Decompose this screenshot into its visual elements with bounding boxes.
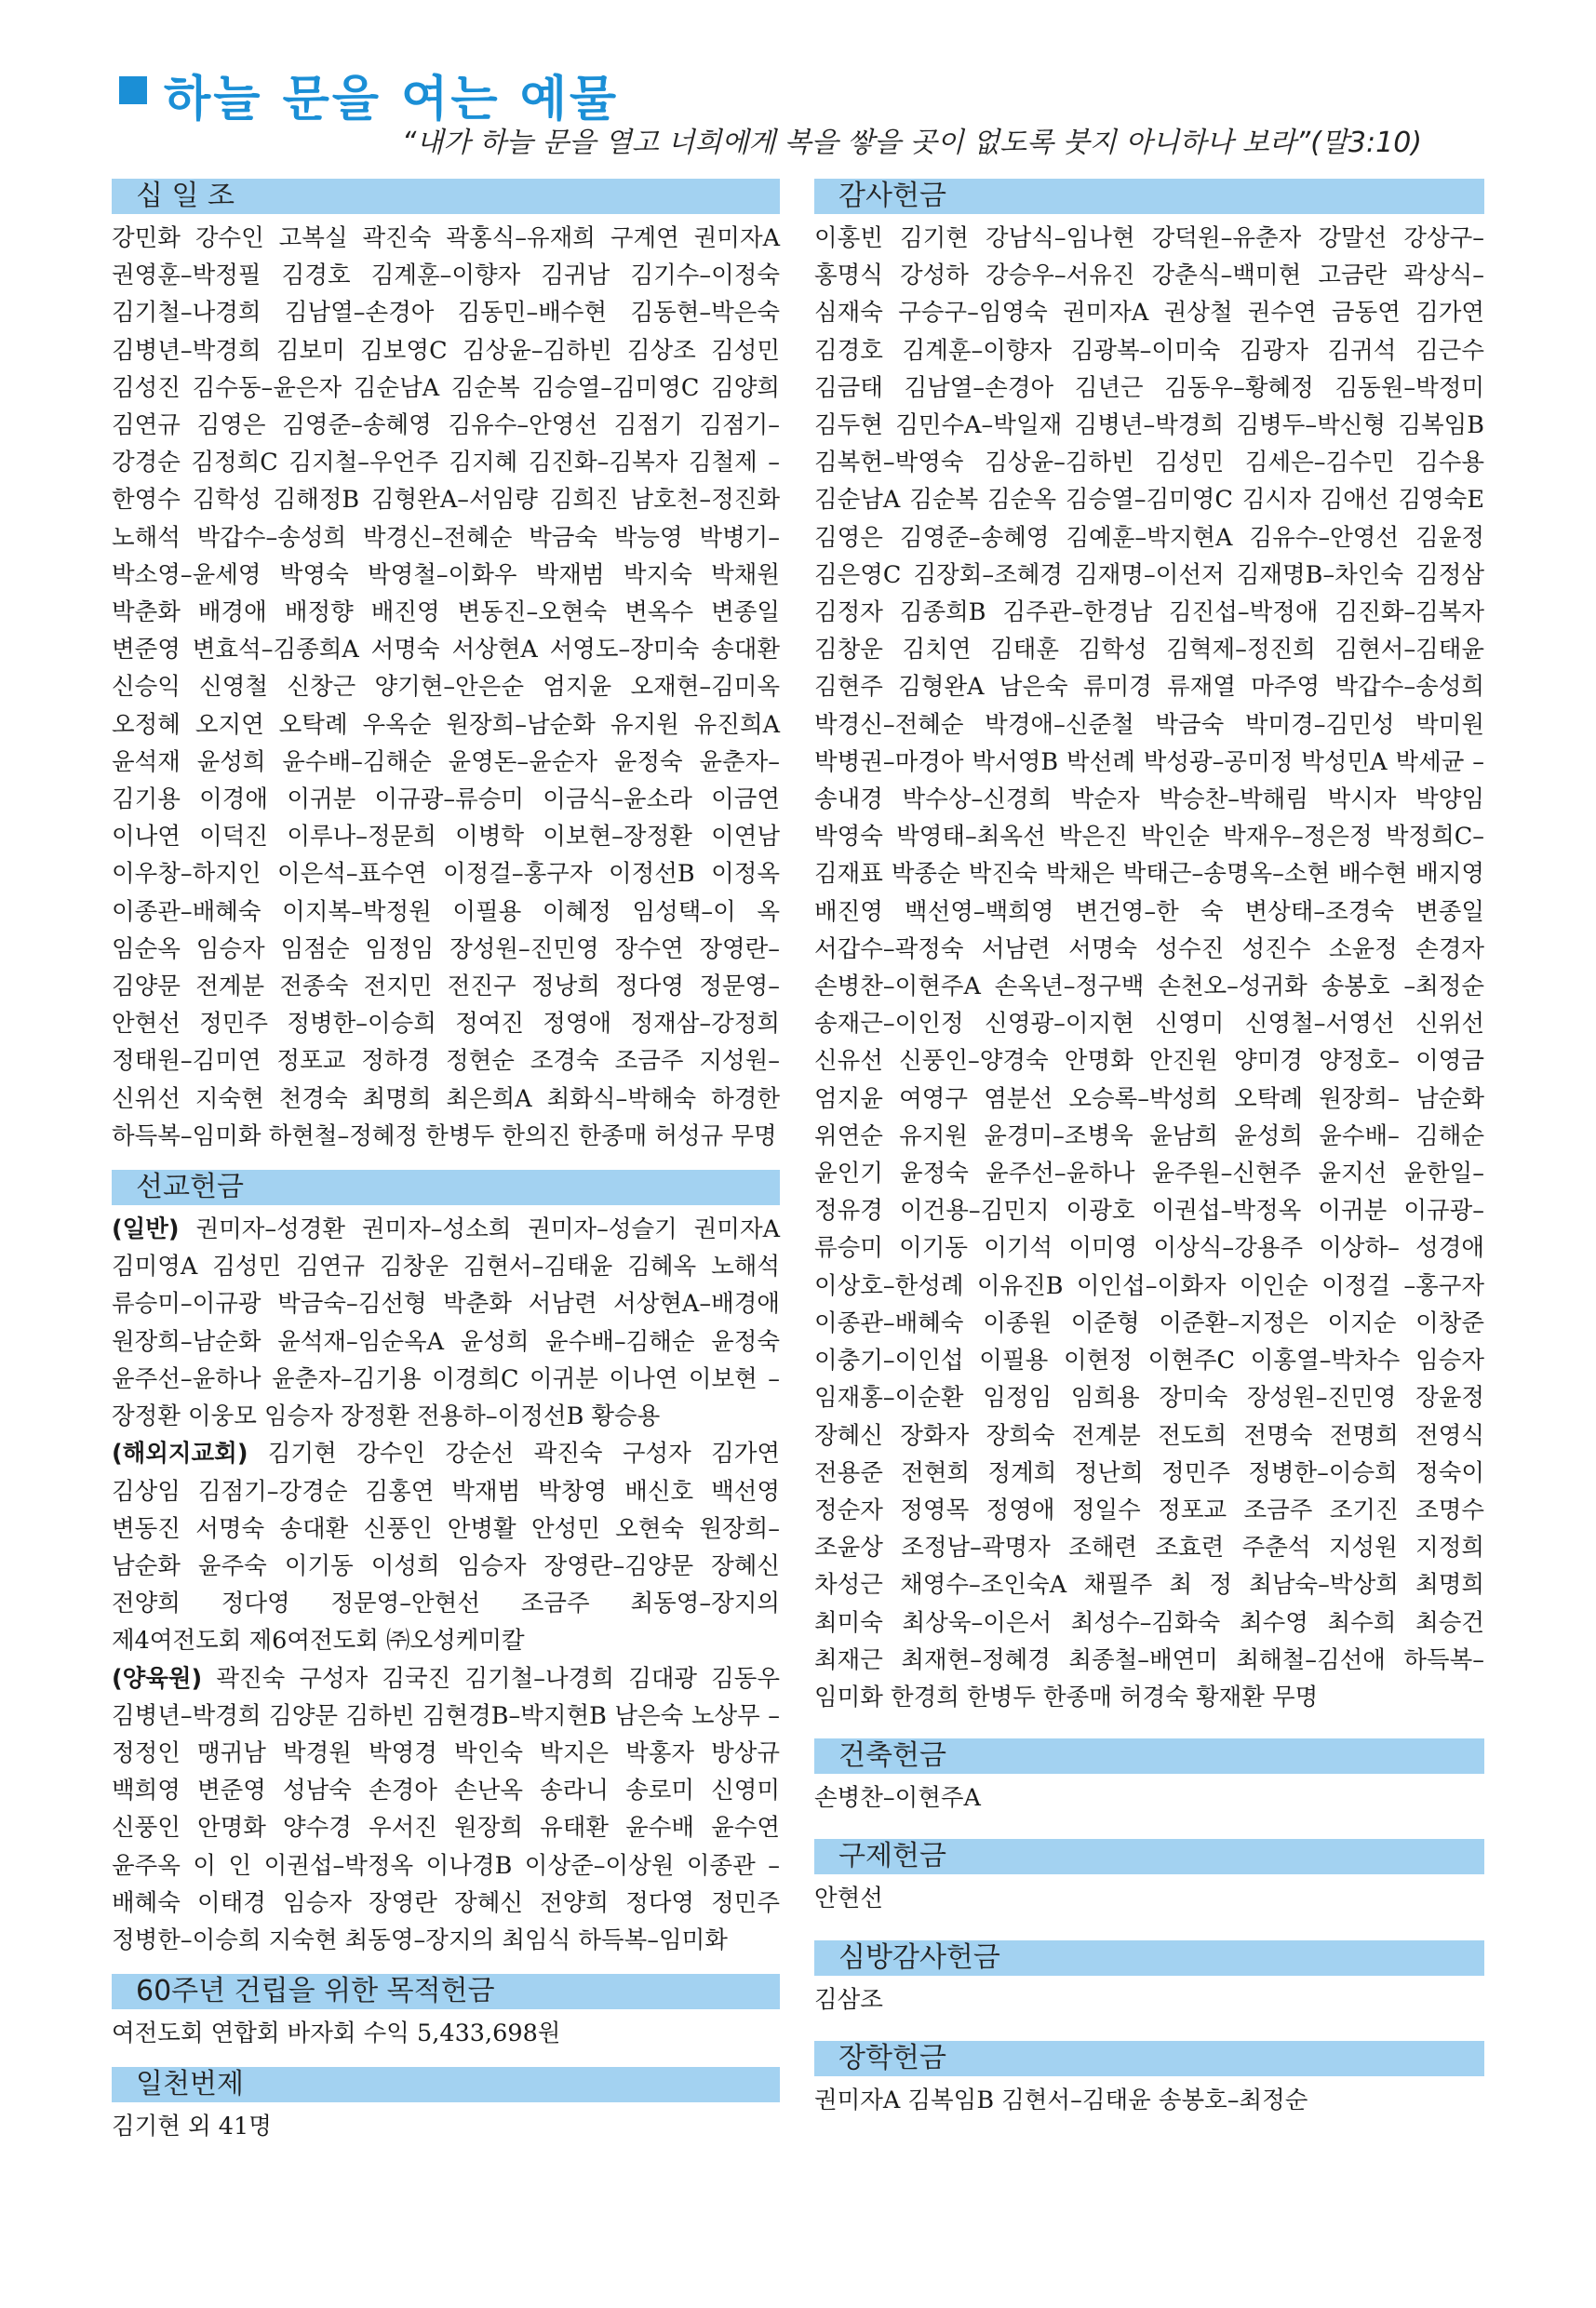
scholarship-text: 권미자A 김복임B 김현서–김태윤 송봉호–최정순	[814, 2086, 1308, 2114]
right-column	[814, 179, 1484, 2119]
title-square-icon	[119, 76, 147, 104]
building-text: 손병찬–이현주A	[814, 1784, 981, 1813]
mission-group-names: 권미자–성경환 권미자–성소희 권미자–성슬기 권미자A 김미영A 김성민 김연규 김창운 김현서–김태윤 김혜옥 노해석 류승미–이규광 박금숙–김선형 박춘화 서남련 서상현A–배경애 원장희–남순화 윤석재–임순옥A 윤성희 윤수배–김해순 윤정숙 윤주선–윤하나 윤춘자–김기용 이경희C 이귀분 이나연 이보현 –장정환 이웅모 임승자 장정환 전용하–이정선B 황승용	[112, 1215, 780, 1431]
thanks-names: 이홍빈 김기현 강남식–임나현 강덕원–유춘자 강말선 강상구– 홍명식 강성하 강승우–서유진 강춘식–백미현 고금란 곽상식– 심재숙 구승구–임영숙 권미자A 권상철 권수연 금동연 김가연 김경호 김계훈–이향자 김광복–이미숙 김광자 김귀석 김근수 김금태 김남열–손경아 김년근 김동우–황혜정 김동원–박정미 김두현 김민수A–박일재 김병년–박경희 김병두–박신형 김복임B 김복헌–박영숙 김상윤–김하빈 김성민 김세은–김수민 김수용 김순남A 김순복 김순옥 김승열–김미영C 김시자 김애선 김영숙E 김영은 김영준–송혜영 김예훈–박지현A 김유수–안영선 김윤정 김은영C 김장회–조혜경 김재명–이선저 김재명B–차인숙 김정삼 김정자 김종희B 김주관–한경남 김진섭–박정애 김진화–김복자 김창운 김치연 김태훈 김학성 김혁제–정진희 김현서–김태윤 김현주 김형완A 남은숙 류미경 류재열 마주영 박갑수–송성희 박경신–전혜순 박경애–신준철 박금숙 박미경–김민성 박미원 박병권–마경아 박서영B 박선례 박성광–공미정 박성민A 박세균 –송내경 박수상–신경희 박순자 박승찬–박해림 박시자 박양임 박영숙 박영태–최옥선 박은진 박인순 박재우–정은정 박정희C– 김재표 박종순 박진숙 박채은 박태근–송명옥–소현 배수현 배지영 배진영 백선영–백희영 변건영–한 숙 변상태–조경숙 변종일 서갑수–곽정숙 서남련 서명숙 성수진 성진수 소윤정 손경자 손병찬–이현주A 손옥년–정구백 손천오–성귀화 송봉호 –최정순 송재근–이인정 신영광–이지현 신영미 신영철–서영선 신위선 신유선 신풍인–양경숙 안명화 안진원 양미경 양정호– 이영금 엄지윤 여영구 염분선 오승록–박성희 오탁례 원장희– 남순화 위연순 유지원 윤경미–조병욱 윤남희 윤성희 윤수배– 김해순 윤인기 윤정숙 윤주선–윤하나 윤주원–신현주 윤지선 윤한일–정유경 이건용–김민지 이광호 이권섭–박정옥 이귀분 이규광–류승미 이기동 이기석 이미영 이상식–강용주 이상하– 성경애 이상호–한성례 이유진B 이인섭–이화자 이인순 이정걸 –홍구자 이종관–배혜숙 이종원 이준형 이준환–지정은 이지순 이창준 이충기–이인섭 이필용 이현정 이현주C 이홍열–박차수 임승자 임재홍–이순환 임정임 임희용 장미숙 장성원–진민영 장윤정 장혜신 장화자 장희숙 전계분 전도희 전명숙 전명희 전영식 전용준 전현희 정계희 정난희 정민주 정병한–이승희 정숙이 정순자 정영목 정영애 정일수 정포교 조금주 조기진 조명수 조윤상 조정남–곽명자 조해련 조효련 주춘석 지성원 지정희 차성근 채영수–조인숙A 채필주 최 정 최남숙–박상희 최명희 최미숙 최상욱–이은서 최성수–김화숙 최수영 최수희 최승건 최재근 최재현–정혜경 최종철–배연미 최해철–김선애 하득복–임미화 한경희 한병두 한종매 허경숙 황재환 무명	[814, 224, 1484, 1711]
section-heading-thanks: 감사헌금	[814, 179, 1484, 214]
mission-group-orphanage	[112, 1660, 780, 1960]
visit-text: 김삼조	[814, 1985, 883, 2014]
section-heading-anniversary: 60주년 건립을 위한 목적헌금	[112, 1974, 780, 2009]
relief-text: 안현선	[814, 1885, 883, 1913]
tithe-names: 강민화 강수인 고복실 곽진숙 곽홍식–유재희 구계연 권미자A 권영훈–박정필 김경호 김계훈–이향자 김귀남 김기수–이정숙 김기철–나경희 김남열–손경아 김동민–배수현 김동현–박은숙 김병년–박경희 김보미 김보영C 김상윤–김하빈 김상조 김성민 김성진 김수동–윤은자 김순남A 김순복 김승열–김미영C 김양희 김연규 김영은 김영준–송혜영 김유수–안영선 김점기 김점기–강경순 김정희C 김지철–우언주 김지혜 김진화–김복자 김철제 –한영수 김학성 김해정B 김형완A–서임량 김희진 남호천–정진화 노해석 박갑수–송성희 박경신–전혜순 박금숙 박능영 박병기–박소영–윤세영 박영숙 박영철–이화우 박재범 박지숙 박채원 박춘화 배경애 배정향 배진영 변동진–오현숙 변옥수 변종일 변준영 변효석–김종희A 서명숙 서상현A 서영도–장미숙 송대환 신승익 신영철 신창근 양기현–안은순 엄지윤 오재현–김미옥 오정혜 오지연 오탁례 우옥순 원장희–남순화 유지원 유진희A 윤석재 윤성희 윤수배–김해순 윤영돈–윤순자 윤정숙 윤춘자– 김기용 이경애 이귀분 이규광–류승미 이금식–윤소라 이금연 이나연 이덕진 이루나–정문희 이병학 이보현–장정환 이연남 이우창–하지인 이은석–표수연 이정걸–홍구자 이정선B 이정옥 이종관–배혜숙 이지복–박정원 이필용 이혜정 임성택–이 옥 임순옥 임승자 임점순 임정임 장성원–진민영 장수연 장영란– 김양문 전계분 전종숙 전지민 전진구 정낭희 정다영 정문영– 안현선 정민주 정병한–이승희 정여진 정영애 정재삼–강정희 정태원–김미연 정포교 정하경 정현순 조경숙 조금주 지성원– 신위선 지숙현 천경숙 최명희 최은희A 최화식–박해숙 하경한 하득복–임미화 하현철–정혜정 한병두 한의진 한종매 허성규 무명	[112, 224, 780, 1150]
mission-group-label: (해외지교회)	[112, 1440, 248, 1469]
section-heading-ilcheon: 일천번제	[112, 2067, 780, 2102]
page-title: 하늘 문을 여는 예물	[164, 72, 620, 127]
mission-group-label: (일반)	[112, 1215, 180, 1244]
mission-group-names: 김기현 강수인 강순선 곽진숙 구성자 김가연 김상임 김점기–강경순 김홍연 박재범 박창영 배신호 백선영 변동진 서명숙 송대환 신풍인 안병활 안성민 오현숙 원장희–남순화 윤주숙 이기동 이성희 임승자 장영란–김양문 장혜신 전양희 정다영 정문영–안현선 조금주 최동영–장지의 제4여전도회 제6여전도회 ㈜오성케미칼	[112, 1440, 780, 1656]
anniversary-text: 여전도회 연합회 바자회 수익 5,433,698원	[112, 2020, 561, 2048]
mission-group-names: 곽진숙 구성자 김국진 김기철–나경희 김대광 김동우 김병년–박경희 김양문 김하빈 김현경B–박지현B 남은숙 노상무 –정정인 맹귀남 박경원 박영경 박인숙 박지은 박홍자 방상규 백희영 변준영 성남숙 손경아 손난옥 송라니 송로미 신영미 신풍인 안명화 양수경 우서진 원장희 유태환 윤수배 윤수연 윤주옥 이 인 이권섭–박정옥 이나경B 이상준–이상원 이종관 –배혜숙 이태경 임승자 장영란 장혜신 전양희 정다영 정민주 정병한–이승희 지숙현 최동영–장지의 최임식 하득복–임미화	[112, 1664, 780, 1954]
mission-group-general	[112, 1211, 780, 1435]
mission-group-overseas	[112, 1435, 780, 1659]
mission-group-label: (양육원)	[112, 1664, 203, 1693]
section-heading-scholarship: 장학헌금	[814, 2041, 1484, 2076]
left-column	[112, 179, 780, 2146]
ilcheon-text: 김기현 외 41명	[112, 2113, 272, 2141]
page-header	[112, 56, 1508, 158]
section-heading-mission: 선교헌금	[112, 1170, 780, 1205]
section-heading-visit: 심방감사헌금	[814, 1940, 1484, 1976]
section-heading-tithe: 십 일 조	[112, 179, 780, 214]
bible-verse: “내가 하늘 문을 열고 너희에게 복을 쌓을 곳이 없도록 붓지 아니하나 보라”(말3:10)	[401, 127, 1422, 159]
section-heading-building: 건축헌금	[814, 1738, 1484, 1774]
section-heading-relief: 구제헌금	[814, 1839, 1484, 1874]
